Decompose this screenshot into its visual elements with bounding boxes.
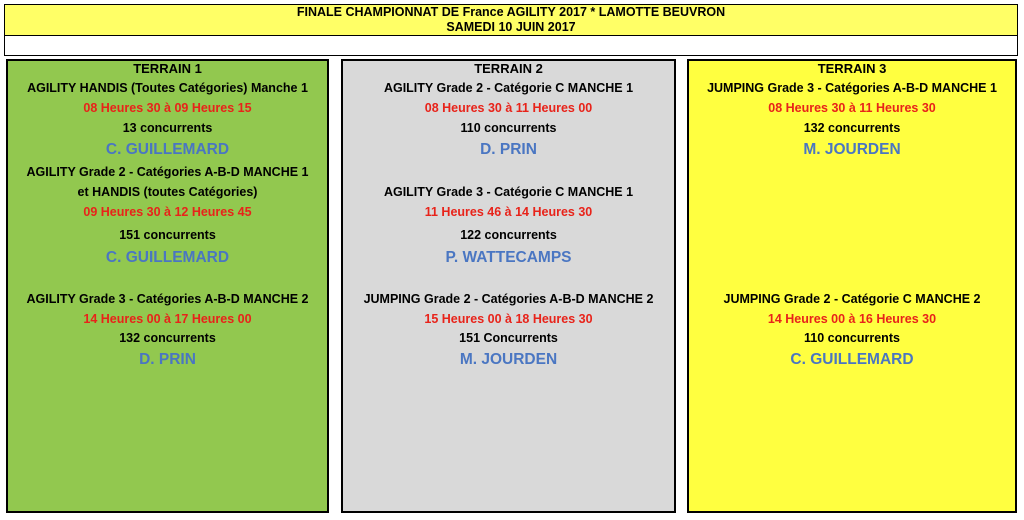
terrain-3-panel <box>687 59 1017 513</box>
event-title: AGILITY Grade 2 - Catégorie C MANCHE 1 <box>383 81 634 95</box>
event-date: SAMEDI 10 JUIN 2017 <box>446 20 576 34</box>
event-competitor-count: 13 concurrents <box>122 121 213 135</box>
event-judge: M. JOURDEN <box>459 351 558 368</box>
event-competitor-count: 122 concurrents <box>460 228 557 242</box>
event-competitor-count: 151 Concurrents <box>459 331 558 345</box>
event-title: JUMPING Grade 3 - Catégories A-B-D MANCHE 1 <box>707 81 997 95</box>
event-time: 14 Heures 00 à 16 Heures 30 <box>767 312 937 326</box>
event-judge: C. GUILLEMARD <box>105 141 230 158</box>
event-judge: M. JOURDEN <box>803 141 901 158</box>
event-title-line-2: et HANDIS (toutes Catégories) <box>77 185 258 199</box>
event-title: AGILITY HANDIS (Toutes Catégories) Manche 1 <box>27 81 308 95</box>
header-spacer-band <box>4 36 1018 56</box>
event-time: 09 Heures 30 à 12 Heures 45 <box>83 205 252 219</box>
event-title: JUMPING Grade 2 - Catégories A-B-D MANCHE 2 <box>363 292 654 306</box>
event-time: 15 Heures 00 à 18 Heures 30 <box>424 312 593 326</box>
terrain-2-panel <box>341 59 676 513</box>
event-judge: P. WATTECAMPS <box>445 249 572 266</box>
event-competitor-count: 132 concurrents <box>119 331 216 345</box>
event-time: 08 Heures 30 à 09 Heures 15 <box>83 101 252 115</box>
schedule-header <box>4 4 1018 36</box>
event-title: AGILITY Grade 3 - Catégories A-B-D MANCHE 2 <box>26 292 309 306</box>
event-competitor-count: 110 concurrents <box>460 121 557 135</box>
terrain-title: TERRAIN 1 <box>133 61 202 76</box>
event-judge: D. PRIN <box>139 351 196 368</box>
event-competitor-count: 151 concurrents <box>119 228 216 242</box>
terrain-title: TERRAIN 3 <box>817 61 887 76</box>
event-title: JUMPING Grade 2 - Catégorie C MANCHE 2 <box>723 292 981 306</box>
event-judge: D. PRIN <box>480 141 537 158</box>
event-judge: C. GUILLEMARD <box>790 351 914 368</box>
event-competitor-count: 110 concurrents <box>804 331 900 345</box>
terrain-title: TERRAIN 2 <box>474 61 543 76</box>
event-time: 08 Heures 30 à 11 Heures 30 <box>768 101 936 115</box>
event-time: 08 Heures 30 à 11 Heures 00 <box>424 101 593 115</box>
event-time: 11 Heures 46 à 14 Heures 30 <box>424 205 593 219</box>
event-competitor-count: 132 concurrents <box>803 121 901 135</box>
event-title: AGILITY Grade 3 - Catégorie C MANCHE 1 <box>383 185 634 199</box>
event-time: 14 Heures 00 à 17 Heures 00 <box>83 312 252 326</box>
terrain-1-panel <box>6 59 329 513</box>
page-title: FINALE CHAMPIONNAT DE France AGILITY 2017 * LAMOTTE BEUVRON <box>296 5 726 19</box>
event-judge: C. GUILLEMARD <box>105 249 230 266</box>
event-title: AGILITY Grade 2 - Catégories A-B-D MANCHE 1 <box>26 165 309 179</box>
